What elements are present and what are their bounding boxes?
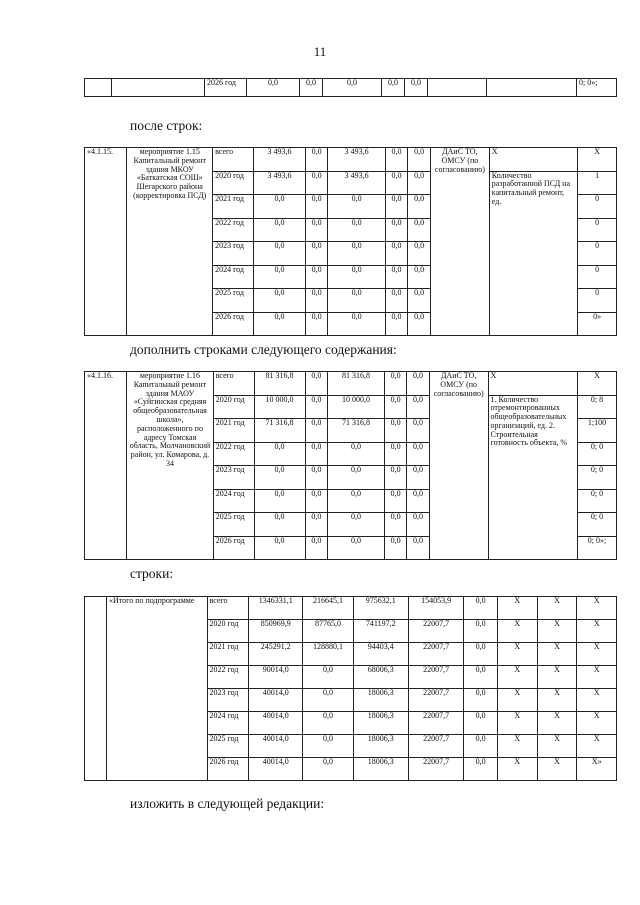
year-cell: 2026 год [207, 758, 249, 781]
x-cell: Х [577, 666, 617, 689]
value-cell: 0,0 [385, 171, 408, 195]
value-cell: 0,0 [305, 395, 327, 419]
value-cell: 0,0 [408, 312, 431, 336]
value-cell: 0,0 [407, 536, 429, 560]
item-code: «4.1.16. [85, 372, 127, 560]
value-cell: 0,0 [408, 265, 431, 289]
value-cell: 0,0 [385, 289, 408, 313]
indicator-value: 0 [578, 195, 617, 219]
value-cell: 22007,7 [408, 620, 463, 643]
x-cell: Х [537, 758, 577, 781]
value-cell: 0,0 [305, 466, 327, 490]
value-cell: 0,0 [323, 79, 382, 97]
indicator-value: 0; 0 [577, 442, 616, 466]
x-cell: Х» [577, 758, 617, 781]
value-cell: 0,0 [408, 218, 431, 242]
value-cell: 0,0 [254, 195, 306, 219]
value-cell: 22007,7 [408, 689, 463, 712]
value-cell: 0,0 [254, 466, 305, 490]
year-cell: всего [213, 372, 254, 396]
year-cell: 2021 год [207, 643, 249, 666]
table-4-1-16 [84, 371, 617, 560]
x-cell: Х [537, 620, 577, 643]
heading-rows: строки: [130, 566, 174, 581]
value-cell: 68006,3 [353, 666, 408, 689]
value-cell: 71 316,8 [254, 419, 305, 443]
year-cell: всего [213, 148, 254, 172]
value-cell: 10 000,0 [328, 395, 385, 419]
value-cell: 0,0 [300, 79, 323, 97]
blank-cell [85, 597, 107, 781]
value-cell: 0,0 [407, 395, 429, 419]
x-cell: Х [537, 643, 577, 666]
year-cell: 2022 год [213, 442, 254, 466]
value-cell: 18006,3 [353, 758, 408, 781]
value-cell: 0,0 [247, 79, 300, 97]
value-cell: 0,0 [328, 289, 385, 313]
indicator-name: 1. Количество отремонтированных общеобразовательных организаций, ед. 2. Строительная готовность объекта, % [488, 395, 577, 560]
year-cell: всего [207, 597, 249, 620]
value-cell: 0,0 [254, 513, 305, 537]
x-cell: Х [497, 643, 537, 666]
value-cell: 0,0 [305, 289, 328, 313]
x-cell: Х [489, 148, 577, 172]
value-cell: 0,0 [305, 195, 328, 219]
value-cell: 0,0 [254, 489, 305, 513]
x-cell: Х [537, 666, 577, 689]
item-name: мероприятие 1.16 Капитальный ремонт здания МАОУ «Суйгинская средняя общеобразовательная школа», расположенного по адресу Томская область, Молчановский район, ул. Комарова, д. 34 [127, 372, 213, 560]
table-row [85, 597, 617, 620]
value-cell: 0,0 [328, 195, 385, 219]
value-cell: 81 316,8 [254, 372, 305, 396]
value-cell: 0,0 [328, 489, 385, 513]
value-cell: 0,0 [305, 372, 327, 396]
x-cell: Х [537, 712, 577, 735]
x-cell: Х [577, 712, 617, 735]
x-cell: Х [577, 735, 617, 758]
indicator-value: 0 [578, 242, 617, 266]
value-cell: 0,0 [303, 758, 353, 781]
executor-cell: ДАиС ТО, ОМСУ (по согласованию) [429, 372, 488, 560]
value-cell: 0,0 [408, 171, 431, 195]
value-cell: 0,0 [384, 395, 406, 419]
heading-new-edition: изложить в следующей редакции: [130, 796, 325, 811]
value-cell: 0,0 [385, 148, 408, 172]
x-cell: Х [577, 620, 617, 643]
x-cell: Х [497, 712, 537, 735]
value-cell: 71 316,8 [328, 419, 385, 443]
indicator-value: 1;100 [577, 419, 616, 443]
value-cell: 0,0 [328, 242, 385, 266]
year-cell: 2026 год [205, 79, 247, 97]
value-cell: 0,0 [328, 536, 385, 560]
value-cell: 0,0 [408, 148, 431, 172]
value-cell: 128880,1 [303, 643, 353, 666]
value-cell: 0,0 [254, 289, 306, 313]
value-cell: 0,0 [464, 620, 498, 643]
x-cell: Х [497, 735, 537, 758]
value-cell: 18006,3 [353, 689, 408, 712]
value-cell: 0,0 [384, 536, 406, 560]
year-cell: 2024 год [213, 489, 254, 513]
year-cell: 2024 год [207, 712, 249, 735]
x-cell: Х [537, 735, 577, 758]
value-cell: 0,0 [385, 312, 408, 336]
value-cell: 3 493,6 [254, 171, 306, 195]
x-cell: Х [497, 620, 537, 643]
value-cell: 0,0 [407, 513, 429, 537]
indicator-value: Х [578, 148, 617, 172]
year-cell: 2026 год [213, 312, 254, 336]
value-cell: 0,0 [328, 442, 385, 466]
year-cell: 2021 год [213, 195, 254, 219]
value-cell: 0,0 [303, 712, 353, 735]
value-cell: 0,0 [464, 643, 498, 666]
x-cell: Х [577, 643, 617, 666]
year-cell: 2023 год [213, 466, 254, 490]
value-cell: 0,0 [254, 536, 305, 560]
value-cell: 40014,0 [249, 758, 303, 781]
value-cell: 18006,3 [353, 735, 408, 758]
x-cell: Х [488, 372, 577, 396]
value-cell: 22007,7 [408, 643, 463, 666]
value-cell: 0,0 [254, 312, 306, 336]
value-cell: 3 493,6 [328, 171, 385, 195]
value-cell: 3 493,6 [254, 148, 306, 172]
value-cell: 0,0 [328, 265, 385, 289]
year-cell: 2023 год [213, 242, 254, 266]
value-cell: 0,0 [305, 489, 327, 513]
value-cell: 22007,7 [408, 758, 463, 781]
value-cell: 0,0 [305, 265, 328, 289]
value-cell: 0,0 [305, 148, 328, 172]
x-cell: Х [577, 597, 617, 620]
indicator-value: 0 [578, 218, 617, 242]
heading-after-rows: после строк: [130, 118, 203, 133]
value-cell: 22007,7 [408, 666, 463, 689]
value-cell: 0,0 [385, 218, 408, 242]
indicator-value: 0; 0»; [577, 536, 616, 560]
value-cell: 154053,9 [408, 597, 463, 620]
year-cell: 2024 год [213, 265, 254, 289]
year-cell: 2020 год [213, 395, 254, 419]
value-cell: 40014,0 [249, 689, 303, 712]
value-cell: 0,0 [407, 419, 429, 443]
indicator-value: 0» [578, 312, 617, 336]
value-cell: 0,0 [384, 466, 406, 490]
value-cell: 850969,9 [249, 620, 303, 643]
year-cell: 2020 год [213, 171, 254, 195]
value-cell: 0,0 [407, 372, 429, 396]
value-cell: 1346331,1 [249, 597, 303, 620]
value-cell: 0,0 [303, 735, 353, 758]
table-row [85, 372, 617, 396]
indicator-value: 0 [578, 265, 617, 289]
indicator-value: 1 [578, 171, 617, 195]
value-cell: 0,0 [407, 442, 429, 466]
value-cell: 40014,0 [249, 735, 303, 758]
indicator-value: 0 [578, 289, 617, 313]
value-cell: 0,0 [408, 195, 431, 219]
value-cell: 0,0 [408, 242, 431, 266]
value-cell: 10 000,0 [254, 395, 305, 419]
value-cell: 0,0 [254, 242, 306, 266]
year-cell: 2025 год [207, 735, 249, 758]
value-cell: 0,0 [464, 689, 498, 712]
value-cell: 81 316,8 [328, 372, 385, 396]
indicator-name: Количество разработанной ПСД на капитальный ремонт, ед. [489, 171, 577, 336]
year-cell: 2023 год [207, 689, 249, 712]
table-row [85, 148, 617, 172]
value-cell: 0,0 [384, 442, 406, 466]
value-cell: 0,0 [384, 489, 406, 513]
indicator-value: Х [577, 372, 616, 396]
value-cell: 0,0 [305, 536, 327, 560]
value-cell: 0,0 [305, 419, 327, 443]
total-label: «Итого по подпрограмме [106, 597, 207, 781]
value-cell: 90014,0 [249, 666, 303, 689]
value-cell: 0,0 [407, 466, 429, 490]
value-cell: 0,0 [305, 171, 328, 195]
year-cell: 2022 год [213, 218, 254, 242]
value-cell: 18006,3 [353, 712, 408, 735]
value-cell: 0,0 [408, 289, 431, 313]
x-cell: Х [497, 597, 537, 620]
x-cell: Х [577, 689, 617, 712]
value-cell: 0,0 [328, 466, 385, 490]
value-cell: 741197,2 [353, 620, 408, 643]
indicator-cell: 0; 0»; [577, 79, 617, 97]
value-cell: 3 493,6 [328, 148, 385, 172]
page-number: 11 [313, 44, 327, 59]
table-total [84, 596, 617, 781]
table-4-1-15 [84, 147, 617, 336]
item-name: мероприятие 1.15 Капитальный ремонт здания МКОУ «Баткатская СОШ» Шегарского района (корректировка ПСД) [127, 148, 213, 336]
indicator-value: 0; 0 [577, 466, 616, 490]
value-cell: 0,0 [328, 218, 385, 242]
value-cell: 0,0 [464, 597, 498, 620]
x-cell: Х [497, 758, 537, 781]
value-cell: 0,0 [254, 265, 306, 289]
heading-add-rows: дополнить строками следующего содержания: [130, 342, 397, 357]
year-cell: 2026 год [213, 536, 254, 560]
value-cell: 0,0 [384, 513, 406, 537]
value-cell: 0,0 [464, 758, 498, 781]
value-cell: 0,0 [405, 79, 428, 97]
year-cell: 2022 год [207, 666, 249, 689]
value-cell: 40014,0 [249, 712, 303, 735]
value-cell: 0,0 [305, 218, 328, 242]
x-cell: Х [537, 597, 577, 620]
value-cell: 0,0 [464, 735, 498, 758]
value-cell: 0,0 [407, 489, 429, 513]
value-cell: 0,0 [305, 513, 327, 537]
value-cell: 0,0 [328, 513, 385, 537]
value-cell: 0,0 [303, 689, 353, 712]
value-cell: 0,0 [385, 265, 408, 289]
value-cell: 0,0 [254, 218, 306, 242]
x-cell: Х [537, 689, 577, 712]
value-cell: 0,0 [303, 666, 353, 689]
x-cell: Х [497, 689, 537, 712]
year-cell: 2025 год [213, 289, 254, 313]
value-cell: 245291,2 [249, 643, 303, 666]
value-cell: 0,0 [384, 372, 406, 396]
value-cell: 0,0 [384, 419, 406, 443]
value-cell: 94403,4 [353, 643, 408, 666]
value-cell: 0,0 [328, 312, 385, 336]
value-cell: 0,0 [305, 242, 328, 266]
year-cell: 2020 год [207, 620, 249, 643]
value-cell: 0,0 [464, 666, 498, 689]
indicator-value: 0; 8 [577, 395, 616, 419]
value-cell: 0,0 [305, 442, 327, 466]
indicator-value: 0; 0 [577, 489, 616, 513]
value-cell: 0,0 [464, 712, 498, 735]
executor-cell: ДАиС ТО, ОМСУ (по согласованию) [430, 148, 489, 336]
year-cell: 2025 год [213, 513, 254, 537]
top-row-table [84, 78, 617, 97]
value-cell: 0,0 [305, 312, 328, 336]
year-cell: 2021 год [213, 419, 254, 443]
x-cell: Х [497, 666, 537, 689]
value-cell: 216645,1 [303, 597, 353, 620]
indicator-value: 0; 0 [577, 513, 616, 537]
value-cell: 22007,7 [408, 712, 463, 735]
table-row [85, 79, 617, 97]
value-cell: 87765,0 [303, 620, 353, 643]
value-cell: 22007,7 [408, 735, 463, 758]
value-cell: 0,0 [385, 195, 408, 219]
value-cell: 0,0 [254, 442, 305, 466]
item-code: «4.1.15. [85, 148, 127, 336]
value-cell: 0,0 [382, 79, 405, 97]
value-cell: 975632,1 [353, 597, 408, 620]
value-cell: 0,0 [385, 242, 408, 266]
